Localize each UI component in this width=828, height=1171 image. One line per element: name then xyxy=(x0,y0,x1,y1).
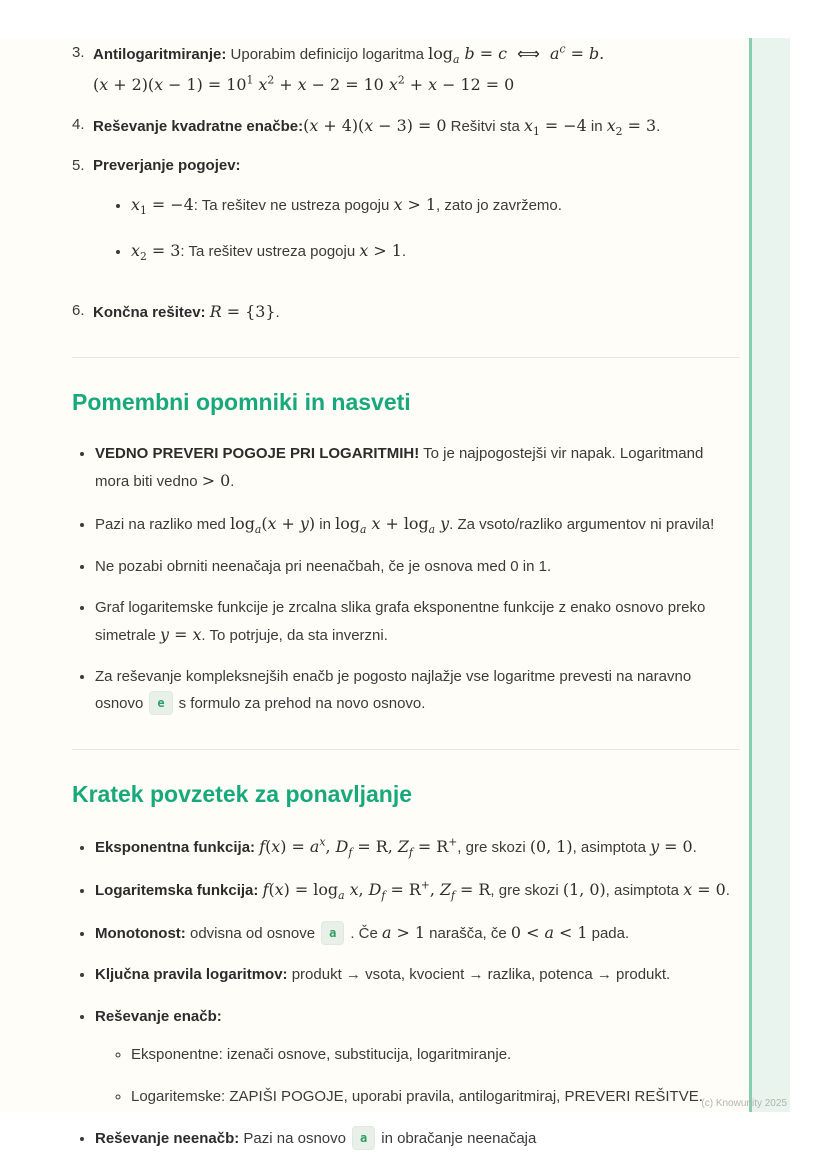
step-number: 4. xyxy=(72,116,85,133)
summary-list xyxy=(72,833,740,1153)
summary-sub-list xyxy=(95,1042,740,1111)
list-item xyxy=(95,919,740,947)
list-item xyxy=(95,1004,740,1111)
list-item xyxy=(95,1126,740,1152)
inline-code-chip: a xyxy=(352,1126,375,1150)
list-item: • Ne pozabi obrniti neenačaja pri neenačbah, če je osnova med 0 in 1. xyxy=(95,554,740,580)
step-sub-list xyxy=(93,192,740,264)
list-item: • $x_1 = -4$: Ta rešitev ne ustreza pogoju x > 1, zato jo zavržemo. xyxy=(131,192,740,218)
bullet-text: Reševanje enačb: xyxy=(95,1007,222,1025)
inline-code-chip: a xyxy=(321,921,344,945)
list-item: • Pazi na razliko med $\log_a(x + y)$ in $\log_a x + \log_a y$. Za vsoto/razliko argumentov ni pravila! xyxy=(95,510,740,538)
right-accent-band xyxy=(749,38,790,1112)
document-content xyxy=(0,38,749,1153)
list-item-step-6 xyxy=(72,299,740,325)
step-text: Končna rešitev: R = {3}. xyxy=(93,302,280,321)
bullet-text: Za reševanje kompleksnejših enačb je pogosto najlažje vse logaritme prevesti na naravno osnovo xyxy=(95,668,692,712)
list-item: ◦ Logaritemske: ZAPIŠI POGOJE, uporabi pravila, antilogaritmiraj, PREVERI REŠITVE. xyxy=(131,1084,740,1110)
list-item-step-5 xyxy=(72,154,740,284)
list-item-step-4 xyxy=(72,113,740,139)
copyright-notice: (c) Knowunity 2025 xyxy=(701,1098,787,1109)
section-heading-summary: Kratek povzetek za ponavljanje xyxy=(72,780,413,807)
reminders-list xyxy=(72,441,740,717)
list-item: • Graf logaritemske funkcije je zrcalna slika grafa eksponentne funkcije z enako osnovo preko simetrale y = x. To potrjuje, da sta inverzni. xyxy=(95,595,740,650)
bullet-text: in obračanje neenačaja xyxy=(381,1130,537,1148)
bullet-text: Monotonost: odvisna od osnove xyxy=(95,925,316,943)
list-item: • $x_2 = 3$: Ta rešitev ustreza pogoju x > 1. xyxy=(131,238,740,264)
list-item xyxy=(95,664,740,717)
list-item: • Eksponentna funkcija: $f(x) = a^x$, $D_f = R$, $Z_f = R^+$, gre skozi (0, 1), asimptota y = 0. xyxy=(95,833,740,861)
step-text: Antilogaritmiranje: Uporabim definicijo logaritma $\log_a b = c$ ⟺ $a^c = b$. xyxy=(93,42,605,67)
section-divider xyxy=(72,749,740,750)
list-item: • Ključna pravila logaritmov: produkt → vsota, kvocient → razlika, potenca → produkt. xyxy=(95,962,740,988)
step-number: 5. xyxy=(72,157,85,174)
section-divider xyxy=(72,357,740,358)
bullet-text: . Če a > 1 narašča, če 0 < a < 1 pada. xyxy=(350,923,630,943)
bullet-text: s formulo za prehod na novo osnovo. xyxy=(178,694,426,712)
step-number: 6. xyxy=(72,302,85,319)
step-text: Reševanje kvadratne enačbe:(x + 4)(x − 3) = 0 Rešitvi sta $x_1 = -4$ in $x_2 = 3$. xyxy=(93,116,661,139)
list-item-step-3 xyxy=(72,41,740,98)
inline-code-chip: e xyxy=(149,691,172,715)
step-math-line: $(x + 2)(x - 1) = 10^1$ $x^2 + x - 2 = 10$ $x^2 + x - 12 = 0$ xyxy=(93,73,515,94)
step-text: Preverjanje pogojev: xyxy=(93,157,241,174)
step-number: 3. xyxy=(72,44,85,61)
content-card xyxy=(0,38,749,1148)
bullet-text: Reševanje neenačb: Pazi na osnovo xyxy=(95,1130,346,1148)
section-heading-reminders: Pomembni opomniki in nasveti xyxy=(72,389,411,415)
list-item: • Logaritemska funkcija: $f(x) = \log_a x$, $D_f = R^+$, $Z_f = R$, gre skozi (1, 0), asimptota x = 0. xyxy=(95,876,740,904)
list-item: • VEDNO PREVERI POGOJE PRI LOGARITMIH! To je najpogostejši vir napak. Logaritmand mora biti vedno > 0. xyxy=(95,441,740,496)
list-item: ◦ Eksponentne: izenači osnove, substitucija, logaritmiranje. xyxy=(131,1042,740,1068)
